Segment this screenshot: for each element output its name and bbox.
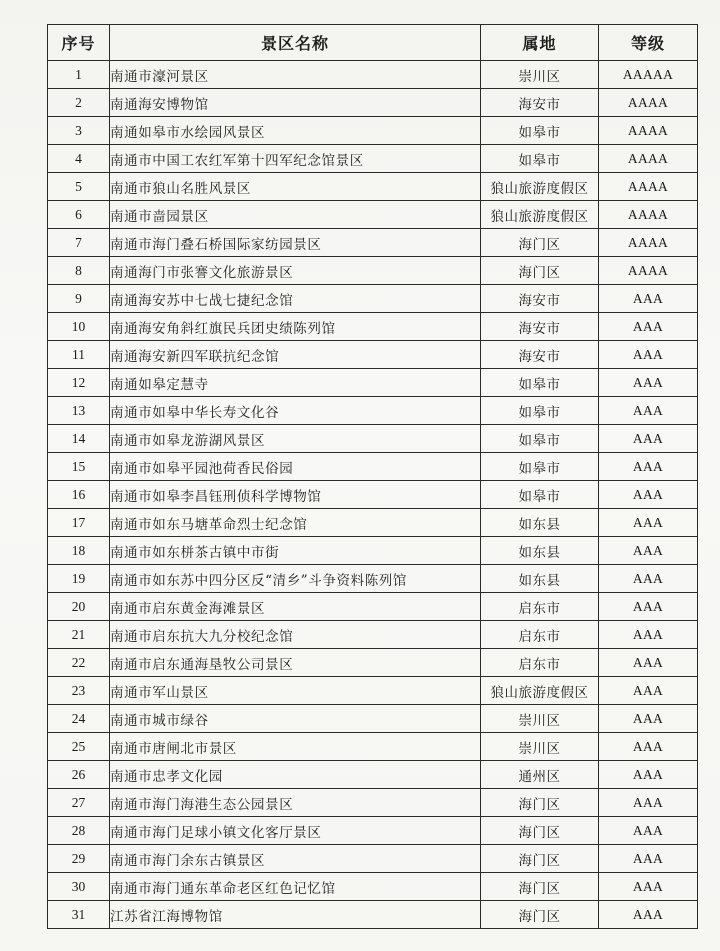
cell-spot-name: 南通市海门通东革命老区红色记忆馆 bbox=[110, 873, 481, 901]
table-row bbox=[48, 89, 698, 117]
cell-serial-number: 1 bbox=[48, 61, 110, 89]
cell-serial-number: 9 bbox=[48, 285, 110, 313]
cell-level: AAA bbox=[599, 453, 698, 481]
cell-spot-name: 南通市如皋平园池荷香民俗园 bbox=[110, 453, 481, 481]
cell-spot-name: 南通市启东黄金海滩景区 bbox=[110, 593, 481, 621]
cell-spot-name: 南通市忠孝文化园 bbox=[110, 761, 481, 789]
cell-level: AAA bbox=[599, 537, 698, 565]
table-row bbox=[48, 761, 698, 789]
cell-level: AAAA bbox=[599, 201, 698, 229]
cell-location: 如皋市 bbox=[481, 369, 599, 397]
cell-spot-name: 江苏省江海博物馆 bbox=[110, 901, 481, 929]
table-row bbox=[48, 901, 698, 929]
cell-location: 海门区 bbox=[481, 817, 599, 845]
cell-spot-name: 南通市啬园景区 bbox=[110, 201, 481, 229]
cell-location: 启东市 bbox=[481, 649, 599, 677]
cell-spot-name: 南通市启东抗大九分校纪念馆 bbox=[110, 621, 481, 649]
cell-spot-name: 南通海安苏中七战七捷纪念馆 bbox=[110, 285, 481, 313]
cell-level: AAA bbox=[599, 761, 698, 789]
table-row bbox=[48, 145, 698, 173]
cell-level: AAA bbox=[599, 397, 698, 425]
table-row bbox=[48, 341, 698, 369]
table-row bbox=[48, 565, 698, 593]
cell-spot-name: 南通市海门余东古镇景区 bbox=[110, 845, 481, 873]
cell-location: 如东县 bbox=[481, 509, 599, 537]
cell-level: AAA bbox=[599, 565, 698, 593]
header-spot-name: 景区名称 bbox=[110, 25, 481, 61]
cell-level: AAAA bbox=[599, 257, 698, 285]
cell-serial-number: 31 bbox=[48, 901, 110, 929]
cell-level: AAA bbox=[599, 733, 698, 761]
cell-location: 海安市 bbox=[481, 89, 599, 117]
cell-spot-name: 南通市海门叠石桥国际家纺园景区 bbox=[110, 229, 481, 257]
cell-serial-number: 6 bbox=[48, 201, 110, 229]
cell-level: AAAA bbox=[599, 117, 698, 145]
cell-location: 启东市 bbox=[481, 593, 599, 621]
cell-level: AAA bbox=[599, 313, 698, 341]
cell-spot-name: 南通如皋市水绘园风景区 bbox=[110, 117, 481, 145]
cell-level: AAAA bbox=[599, 229, 698, 257]
cell-location: 海门区 bbox=[481, 873, 599, 901]
table-row bbox=[48, 313, 698, 341]
table-row bbox=[48, 593, 698, 621]
cell-location: 海门区 bbox=[481, 901, 599, 929]
cell-level: AAAA bbox=[599, 145, 698, 173]
cell-location: 崇川区 bbox=[481, 61, 599, 89]
cell-spot-name: 南通市濠河景区 bbox=[110, 61, 481, 89]
cell-level: AAA bbox=[599, 285, 698, 313]
cell-level: AAAA bbox=[599, 89, 698, 117]
cell-spot-name: 南通市海门足球小镇文化客厅景区 bbox=[110, 817, 481, 845]
cell-spot-name: 南通市唐闸北市景区 bbox=[110, 733, 481, 761]
cell-location: 海安市 bbox=[481, 341, 599, 369]
table-row bbox=[48, 873, 698, 901]
cell-spot-name: 南通海安新四军联抗纪念馆 bbox=[110, 341, 481, 369]
cell-location: 通州区 bbox=[481, 761, 599, 789]
cell-serial-number: 25 bbox=[48, 733, 110, 761]
cell-level: AAA bbox=[599, 873, 698, 901]
cell-level: AAA bbox=[599, 789, 698, 817]
cell-level: AAA bbox=[599, 425, 698, 453]
table-row bbox=[48, 481, 698, 509]
cell-serial-number: 21 bbox=[48, 621, 110, 649]
cell-location: 如皋市 bbox=[481, 117, 599, 145]
cell-serial-number: 20 bbox=[48, 593, 110, 621]
cell-location: 海门区 bbox=[481, 257, 599, 285]
table-row bbox=[48, 117, 698, 145]
table-row bbox=[48, 453, 698, 481]
cell-location: 崇川区 bbox=[481, 733, 599, 761]
table-row bbox=[48, 817, 698, 845]
cell-serial-number: 15 bbox=[48, 453, 110, 481]
cell-serial-number: 23 bbox=[48, 677, 110, 705]
cell-location: 海安市 bbox=[481, 285, 599, 313]
cell-location: 如皋市 bbox=[481, 145, 599, 173]
cell-serial-number: 5 bbox=[48, 173, 110, 201]
cell-spot-name: 南通市如皋龙游湖风景区 bbox=[110, 425, 481, 453]
cell-location: 狼山旅游度假区 bbox=[481, 201, 599, 229]
cell-location: 如东县 bbox=[481, 537, 599, 565]
cell-spot-name: 南通市启东通海垦牧公司景区 bbox=[110, 649, 481, 677]
cell-serial-number: 27 bbox=[48, 789, 110, 817]
cell-location: 海门区 bbox=[481, 789, 599, 817]
cell-spot-name: 南通市狼山名胜风景区 bbox=[110, 173, 481, 201]
cell-serial-number: 13 bbox=[48, 397, 110, 425]
cell-location: 如东县 bbox=[481, 565, 599, 593]
cell-spot-name: 南通市城市绿谷 bbox=[110, 705, 481, 733]
table-row bbox=[48, 397, 698, 425]
table-row bbox=[48, 649, 698, 677]
cell-location: 如皋市 bbox=[481, 481, 599, 509]
cell-level: AAA bbox=[599, 341, 698, 369]
table-body bbox=[48, 61, 698, 929]
table-row bbox=[48, 509, 698, 537]
cell-serial-number: 18 bbox=[48, 537, 110, 565]
cell-level: AAA bbox=[599, 705, 698, 733]
cell-location: 狼山旅游度假区 bbox=[481, 677, 599, 705]
cell-location: 狼山旅游度假区 bbox=[481, 173, 599, 201]
cell-spot-name: 南通市如东苏中四分区反“清乡”斗争资料陈列馆 bbox=[110, 565, 481, 593]
table-row bbox=[48, 733, 698, 761]
cell-level: AAA bbox=[599, 369, 698, 397]
cell-spot-name: 南通海安角斜红旗民兵团史绩陈列馆 bbox=[110, 313, 481, 341]
cell-level: AAA bbox=[599, 481, 698, 509]
cell-serial-number: 30 bbox=[48, 873, 110, 901]
header-level: 等级 bbox=[599, 25, 698, 61]
cell-spot-name: 南通海安博物馆 bbox=[110, 89, 481, 117]
cell-level: AAA bbox=[599, 621, 698, 649]
table-row bbox=[48, 173, 698, 201]
cell-spot-name: 南通市如东栟茶古镇中市街 bbox=[110, 537, 481, 565]
cell-serial-number: 29 bbox=[48, 845, 110, 873]
table-row bbox=[48, 257, 698, 285]
cell-serial-number: 2 bbox=[48, 89, 110, 117]
cell-level: AAA bbox=[599, 649, 698, 677]
cell-level: AAA bbox=[599, 593, 698, 621]
cell-serial-number: 22 bbox=[48, 649, 110, 677]
table-row bbox=[48, 845, 698, 873]
cell-serial-number: 14 bbox=[48, 425, 110, 453]
cell-spot-name: 南通市如皋中华长寿文化谷 bbox=[110, 397, 481, 425]
cell-serial-number: 17 bbox=[48, 509, 110, 537]
cell-serial-number: 10 bbox=[48, 313, 110, 341]
cell-serial-number: 8 bbox=[48, 257, 110, 285]
cell-spot-name: 南通市军山景区 bbox=[110, 677, 481, 705]
cell-location: 海安市 bbox=[481, 313, 599, 341]
cell-location: 启东市 bbox=[481, 621, 599, 649]
cell-serial-number: 28 bbox=[48, 817, 110, 845]
cell-location: 如皋市 bbox=[481, 453, 599, 481]
cell-spot-name: 南通如皋定慧寺 bbox=[110, 369, 481, 397]
header-location: 属地 bbox=[481, 25, 599, 61]
cell-location: 海门区 bbox=[481, 845, 599, 873]
cell-serial-number: 11 bbox=[48, 341, 110, 369]
header-serial-number: 序号 bbox=[48, 25, 110, 61]
cell-serial-number: 26 bbox=[48, 761, 110, 789]
cell-level: AAAA bbox=[599, 173, 698, 201]
cell-serial-number: 12 bbox=[48, 369, 110, 397]
table-header-row bbox=[48, 25, 698, 61]
cell-serial-number: 7 bbox=[48, 229, 110, 257]
table-row bbox=[48, 61, 698, 89]
table-row bbox=[48, 789, 698, 817]
table-row bbox=[48, 369, 698, 397]
cell-level: AAA bbox=[599, 845, 698, 873]
cell-level: AAA bbox=[599, 677, 698, 705]
table-row bbox=[48, 285, 698, 313]
cell-level: AAA bbox=[599, 901, 698, 929]
table-row bbox=[48, 621, 698, 649]
cell-spot-name: 南通市中国工农红军第十四军纪念馆景区 bbox=[110, 145, 481, 173]
cell-location: 海门区 bbox=[481, 229, 599, 257]
table-row bbox=[48, 705, 698, 733]
cell-location: 如皋市 bbox=[481, 397, 599, 425]
table-row bbox=[48, 537, 698, 565]
cell-spot-name: 南通市如皋李昌钰刑侦科学博物馆 bbox=[110, 481, 481, 509]
cell-level: AAA bbox=[599, 817, 698, 845]
cell-spot-name: 南通市如东马塘革命烈士纪念馆 bbox=[110, 509, 481, 537]
cell-serial-number: 3 bbox=[48, 117, 110, 145]
cell-location: 崇川区 bbox=[481, 705, 599, 733]
cell-serial-number: 16 bbox=[48, 481, 110, 509]
table-row bbox=[48, 229, 698, 257]
cell-spot-name: 南通市海门海港生态公园景区 bbox=[110, 789, 481, 817]
scenic-spots-table bbox=[47, 24, 698, 929]
cell-serial-number: 19 bbox=[48, 565, 110, 593]
cell-level: AAA bbox=[599, 509, 698, 537]
cell-level: AAAAA bbox=[599, 61, 698, 89]
cell-location: 如皋市 bbox=[481, 425, 599, 453]
table-row bbox=[48, 201, 698, 229]
table-row bbox=[48, 425, 698, 453]
table-row bbox=[48, 677, 698, 705]
cell-serial-number: 24 bbox=[48, 705, 110, 733]
cell-serial-number: 4 bbox=[48, 145, 110, 173]
cell-spot-name: 南通海门市张謇文化旅游景区 bbox=[110, 257, 481, 285]
